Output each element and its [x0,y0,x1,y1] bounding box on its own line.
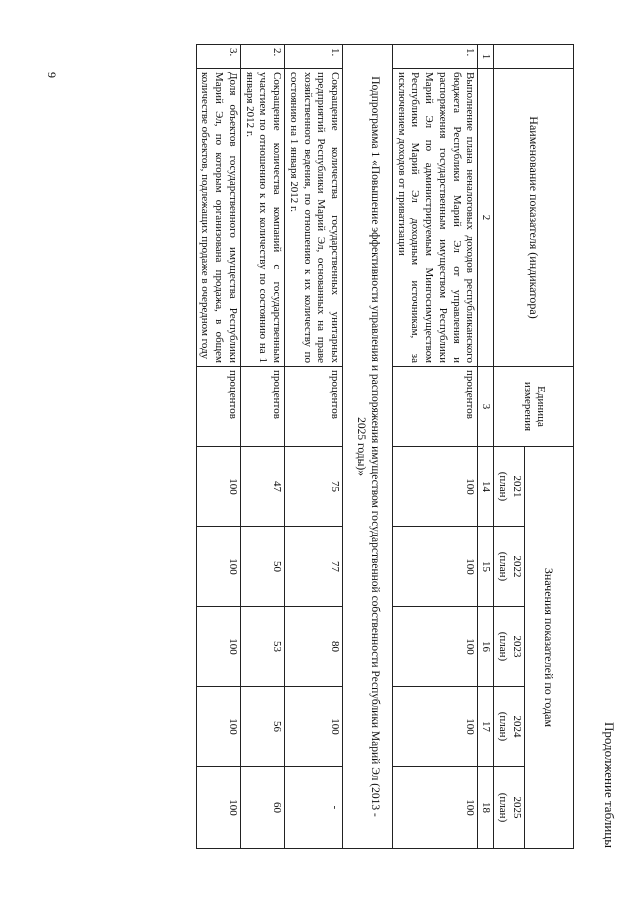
header-num [494,45,574,69]
row-value: 100 [196,687,240,767]
subprogram-title: Подпрограмма 1 «Повышение эффективности управления и распоряжения имуществом государственной собственности Республики Марий Эл (2013 - 2025 годы)» [343,45,393,849]
indicator-table [196,44,574,849]
row-unit: процентов [241,367,285,447]
column-number: 16 [478,607,494,687]
row-name: Сокращение количества государственных унитарных предприятий Республики Марий Эл, основанных на праве хозяйственного ведения, по отношению к их количеству по состоянию на 1 января 2012 г. [285,69,343,367]
row-value: 100 [196,527,240,607]
rotated-page [100,44,620,848]
row-value: 100 [393,527,479,607]
row-value: 100 [196,447,240,527]
row-value: 50 [241,527,285,607]
continuation-caption: Продолжение таблицы [602,722,617,848]
row-value: 80 [285,607,343,687]
row-number: 3. [196,45,240,69]
row-value: 100 [393,447,479,527]
row-value: 100 [393,767,479,849]
column-numbers-row [478,45,494,849]
column-number: 17 [478,687,494,767]
row-value: 53 [241,607,285,687]
column-number: 3 [478,367,494,447]
header-year: 2025 (план) [494,767,525,849]
column-number: 14 [478,447,494,527]
subprogram-row [343,45,393,849]
row-unit: процентов [196,367,240,447]
row-value: 100 [285,687,343,767]
row-value: 56 [241,687,285,767]
row-value: 100 [393,687,479,767]
row-value: 77 [285,527,343,607]
table-row [196,45,240,849]
table-row [241,45,285,849]
row-value: 100 [393,607,479,687]
header-year: 2023 (план) [494,607,525,687]
table-row [393,45,479,849]
header-values-group: Значения показателей по годам [525,447,574,849]
row-number: 2. [241,45,285,69]
row-number: 1. [393,45,479,69]
row-value: 75 [285,447,343,527]
row-name: Выполнение плана неналоговых доходов республиканского бюджета Республики Марий Эл от управления и распоряжения государственным имуществом Республики Марий Эл по администрируемым Мингосимуществом Республики Марий Эл доходным источникам, за исключением доходов от приватизации [393,69,479,367]
column-number: 15 [478,527,494,607]
header-unit: Единица измерения [494,367,574,447]
row-name: Доля объектов государственного имущества Республики Марий Эл, по которым организована продажа, в общем количестве объектов, подлежащих продаже в очередном году [196,69,240,367]
page-number: 9 [45,72,59,78]
column-number: 2 [478,69,494,367]
header-year: 2024 (план) [494,687,525,767]
column-number: 1 [478,45,494,69]
row-value: - [285,767,343,849]
header-year: 2022 (план) [494,527,525,607]
row-value: 100 [196,607,240,687]
row-value: 47 [241,447,285,527]
header-year: 2021 (план) [494,447,525,527]
column-number: 18 [478,767,494,849]
row-number: 1. [285,45,343,69]
row-value: 60 [241,767,285,849]
row-unit: процентов [285,367,343,447]
header-name: Наименование показателя (индикатора) [494,69,574,367]
row-unit: процентов [393,367,479,447]
table-row [285,45,343,849]
row-value: 100 [196,767,240,849]
row-name: Сокращение количества компаний с государственным участием по отношению к их количеству по состоянию на 1 января 2012 г. [241,69,285,367]
